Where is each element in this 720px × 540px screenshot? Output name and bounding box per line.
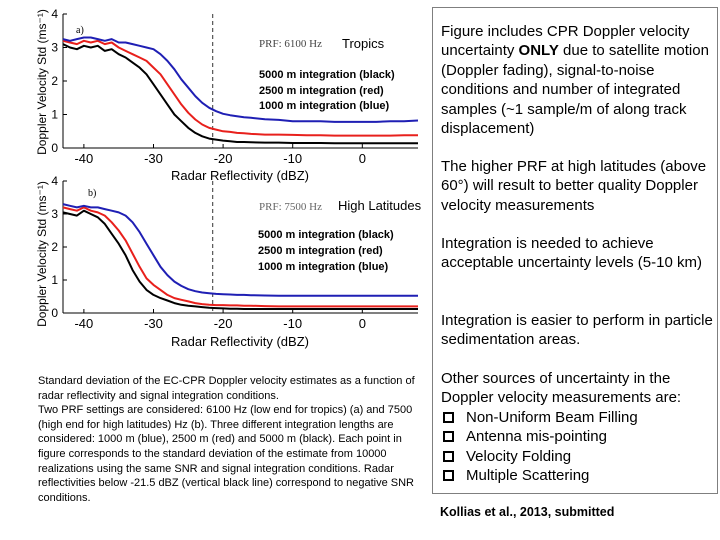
citation: Kollias et al., 2013, submitted (440, 505, 615, 519)
chart-a-region-tag (335, 32, 393, 54)
svg-text:Tropics: Tropics (342, 36, 385, 51)
legend-item-red: 2500 m integration (red) (259, 85, 384, 97)
x-tick-label: -30 (144, 151, 163, 166)
uncertainty-list (441, 408, 713, 486)
chart-a-legend (259, 69, 395, 112)
legend-item-red: 2500 m integration (red) (258, 245, 383, 257)
chart-a-ylabel: Doppler Velocity Std (ms⁻¹) (35, 9, 49, 155)
legend-item-black: 5000 m integration (black) (258, 229, 394, 241)
y-tick-label: 2 (51, 74, 58, 88)
y-tick-label: 3 (51, 207, 58, 221)
note-other-sources (441, 369, 713, 485)
chart-tropics (0, 0, 432, 185)
y-tick-label: 0 (51, 141, 58, 155)
note-5-text: Other sources of uncertainty in the Doppler velocity measurements are: (441, 370, 682, 407)
chart-b-legend (258, 229, 394, 273)
checkbox-bullet-icon (443, 412, 454, 423)
list-item: Non-Uniform Beam Filling (441, 408, 713, 427)
note-doppler-uncertainty (441, 22, 713, 138)
note-1-text-b: due to satellite motion (Doppler fading), signal-to-noise conditions and number of integrated samples (~1 sample/m of along track displacement) (441, 42, 709, 138)
x-tick-label: -20 (213, 316, 233, 331)
chart-a-xlabel: Radar Reflectivity (dBZ) (171, 168, 309, 183)
note-integration-easier: Integration is easier to perform in particle sedimentation areas. (441, 312, 713, 349)
checkbox-bullet-icon (443, 470, 454, 481)
y-tick-label: 3 (51, 40, 58, 55)
note-integration-needed: Integration is needed to achieve acceptable uncertainty levels (5-10 km) (441, 235, 702, 272)
chart-a-prf-label: PRF: 6100 Hz (259, 38, 322, 50)
x-tick-label: 0 (358, 151, 366, 166)
x-tick-label: -40 (74, 316, 94, 331)
checkbox-bullet-icon (443, 451, 454, 462)
notes-panel (432, 7, 718, 494)
legend-item-blue: 1000 m integration (blue) (259, 100, 390, 112)
list-item: Multiple Scattering (441, 466, 713, 485)
y-tick-label: 0 (51, 306, 58, 320)
y-tick-label: 4 (51, 175, 58, 188)
checkbox-bullet-icon (443, 431, 454, 442)
list-item: Velocity Folding (441, 447, 713, 466)
legend-item-blue: 1000 m integration (blue) (258, 261, 389, 273)
y-tick-label: 4 (51, 7, 58, 21)
x-tick-label: -10 (283, 316, 303, 331)
x-tick-label: -20 (213, 151, 233, 166)
chart-b-region-tag (330, 193, 428, 215)
note-higher-prf: The higher PRF at high latitudes (above 60°) will result to better quality Doppler velocity measurements (441, 158, 707, 214)
list-item: Antenna mis-pointing (441, 427, 713, 446)
y-tick-label: 1 (51, 273, 58, 287)
caption-line-1: Standard deviation of the EC-CPR Doppler velocity estimates as a function of radar reflectivity and signal integration conditions. (38, 375, 415, 402)
figure-caption (38, 374, 426, 505)
x-tick-label: -30 (144, 316, 163, 331)
note-1-text-a: Figure includes CPR Doppler velocity uncertainty (441, 23, 690, 60)
x-tick-label: -40 (74, 151, 94, 166)
chart-b-prf-label: PRF: 7500 Hz (259, 201, 322, 213)
chart-b-xlabel: Radar Reflectivity (dBZ) (171, 334, 309, 349)
x-tick-label: -10 (283, 151, 303, 166)
svg-text:High Latitudes: High Latitudes (338, 198, 422, 213)
y-tick-label: 2 (51, 240, 58, 254)
note-1-emphasis: ONLY (518, 42, 559, 60)
chart-b-panel-label: b) (88, 188, 97, 199)
chart-a-panel-label: a) (76, 25, 84, 36)
chart-high-latitudes (0, 175, 432, 355)
y-tick-label: 1 (51, 107, 58, 122)
caption-line-2: Two PRF settings are considered: 6100 Hz (low end for tropics) (a) and 7500 (high end for high latitudes) Hz (b). Three different integration lengths are considered: 1000 m (blue), 2500 m (red) and 5000 m (black). Each point in figure corresponds to the standard deviation of the estimate from 10000 realizations using the same SNR and signal integration conditions. Radar reflectivities below -21.5 dBZ (vertical black line) correspond to negative SNR conditions. (38, 404, 414, 504)
legend-item-black: 5000 m integration (black) (259, 69, 395, 81)
chart-b-ylabel: Doppler Velocity Std (ms⁻¹) (35, 181, 49, 327)
x-tick-label: 0 (358, 316, 366, 331)
